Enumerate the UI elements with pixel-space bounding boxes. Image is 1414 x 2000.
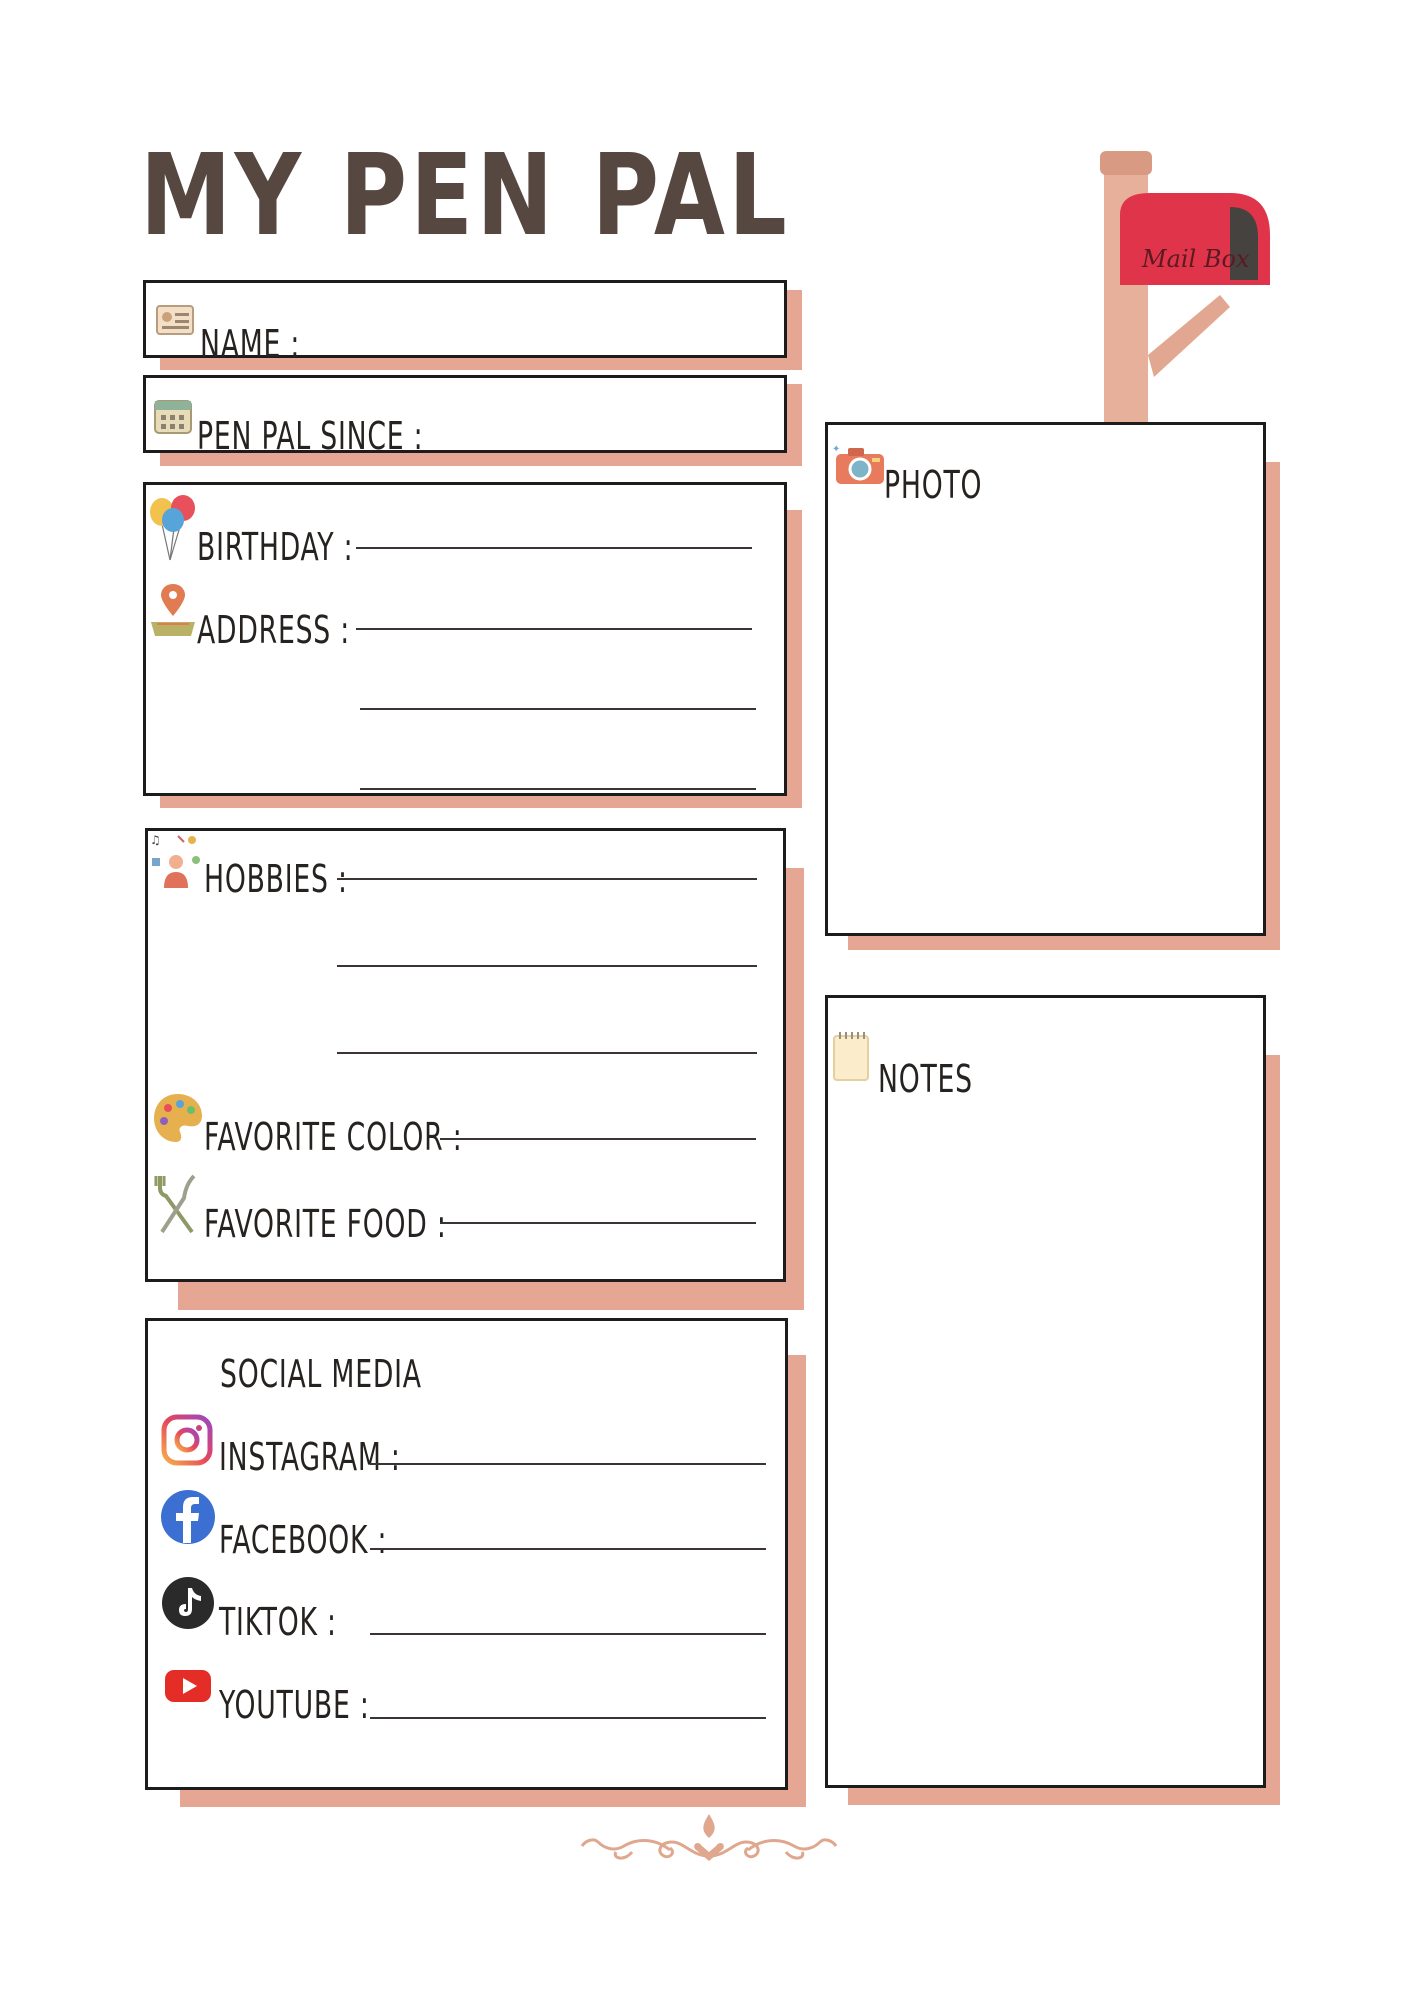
svg-text:✦: ✦: [832, 444, 841, 455]
tiktok-line[interactable]: [370, 1633, 766, 1635]
camera-icon: [832, 442, 888, 486]
hobbies-label: HOBBIES :: [204, 857, 348, 901]
balloons-icon: [146, 494, 200, 562]
map-pin-icon: [147, 580, 199, 638]
notes-label: NOTES: [878, 1057, 973, 1101]
ornament-icon: [572, 1806, 846, 1872]
fork-knife-icon: [152, 1172, 202, 1234]
calendar-icon: [152, 395, 194, 435]
social-media-heading: SOCIAL MEDIA: [220, 1352, 422, 1396]
pen-pal-since-label: PEN PAL SINCE :: [197, 414, 424, 458]
mailbox-icon: [1080, 145, 1280, 445]
favorite-food-label: FAVORITE FOOD :: [204, 1202, 447, 1246]
page-title: MY PEN PAL: [140, 131, 791, 261]
favorite-color-label: FAVORITE COLOR :: [204, 1115, 463, 1159]
facebook-line[interactable]: [370, 1548, 766, 1550]
notes-card[interactable]: [825, 995, 1266, 1788]
birthday-label: BIRTHDAY :: [197, 525, 354, 569]
mailbox-text: Mail Box: [1142, 245, 1250, 273]
instagram-line[interactable]: [370, 1463, 766, 1465]
hobbies-line-3[interactable]: [337, 1052, 757, 1054]
name-label: NAME :: [200, 322, 301, 366]
address-line-1[interactable]: [356, 628, 752, 630]
address-line-2[interactable]: [360, 708, 756, 710]
hobbies-icon: [148, 830, 204, 890]
notepad-icon: [830, 1030, 872, 1082]
facebook-icon: [160, 1489, 216, 1545]
palette-icon: [150, 1090, 206, 1146]
youtube-line[interactable]: [370, 1717, 766, 1719]
address-line-3[interactable]: [360, 788, 756, 790]
id-card-icon: [155, 303, 195, 337]
instagram-label: INSTAGRAM :: [219, 1435, 401, 1479]
tiktok-icon: [161, 1576, 215, 1630]
hobbies-line-2[interactable]: [337, 965, 757, 967]
youtube-icon: [164, 1669, 212, 1703]
tiktok-label: TIKTOK :: [219, 1600, 337, 1644]
facebook-label: FACEBOOK :: [219, 1518, 388, 1562]
instagram-icon: [161, 1414, 213, 1466]
svg-text:♫: ♫: [150, 833, 161, 847]
favorite-color-line[interactable]: [440, 1138, 756, 1140]
address-label: ADDRESS :: [197, 608, 351, 652]
favorite-food-line[interactable]: [440, 1222, 756, 1224]
birthday-line[interactable]: [356, 547, 752, 549]
hobbies-line-1[interactable]: [337, 878, 757, 880]
youtube-label: YOUTUBE :: [219, 1683, 370, 1727]
photo-label: PHOTO: [884, 463, 983, 507]
